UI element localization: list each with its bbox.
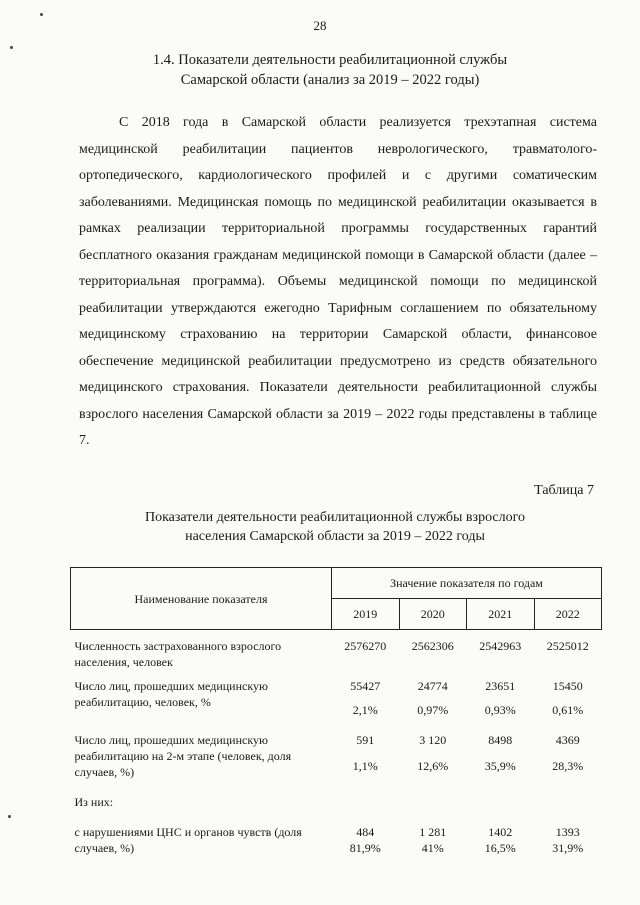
cell-percent: 0,97%	[417, 703, 449, 717]
body-text	[79, 110, 597, 455]
cell-percent: 35,9%	[484, 759, 516, 774]
header-year-2021: 2021	[467, 599, 535, 630]
cell-percent: 31,9%	[552, 841, 584, 855]
table-row	[71, 718, 602, 758]
cell-value: 23651	[485, 679, 516, 693]
cell-value: 2525012	[546, 639, 589, 653]
cell-value: 55427	[350, 679, 381, 693]
row-label: Число лиц, прошедших медицинскую реабилитацию, человек, %	[74, 679, 268, 709]
cell-percent: 28,3%	[552, 759, 584, 774]
cell-percent: 1,1%	[352, 759, 378, 774]
cell-value: 591	[356, 733, 375, 747]
section-title-line-1: 1.4. Показатели деятельности реабилитационной службы	[152, 52, 508, 68]
header-year-2019: 2019	[332, 599, 400, 630]
scan-speck	[40, 13, 43, 16]
table-title-line-2: населения Самарской области за 2019 – 2022 годы	[185, 529, 485, 544]
scan-speck	[8, 815, 11, 818]
table-label: Таблица 7	[534, 483, 594, 498]
table-row	[71, 630, 602, 671]
cell-value: 8498	[488, 733, 513, 747]
cell-value: 2562306	[411, 639, 454, 653]
row-label: Число лиц, прошедших медицинскую реабилитацию на 2-м этапе (человек, доля случаев, %)	[74, 733, 292, 779]
cell-value: 1402	[488, 825, 513, 839]
section-title	[90, 50, 570, 90]
cell-value: 24774	[417, 679, 448, 693]
cell-percent: 0,93%	[484, 703, 516, 717]
cell-percent: 81,9%	[349, 841, 381, 855]
row-label: с нарушениями ЦНС и органов чувств (доля случаев, %)	[74, 825, 302, 855]
table-row	[71, 780, 602, 810]
header-values-by-year: Значение показателя по годам	[332, 568, 602, 599]
cell-value: 1 281	[419, 825, 447, 839]
table-row	[71, 670, 602, 694]
section-title-line-2: Самарской области (анализ за 2019 – 2022 годы)	[180, 72, 480, 88]
header-indicator-name: Наименование показателя	[71, 568, 332, 630]
table-title	[100, 508, 570, 546]
cell-percent: 12,6%	[417, 759, 449, 774]
table-title-line-1: Показатели деятельности реабилитационной службы взрослого	[144, 510, 526, 525]
header-year-2020: 2020	[399, 599, 467, 630]
cell-percent: 2,1%	[352, 703, 378, 717]
scan-speck	[10, 46, 13, 49]
cell-percent: 16,5%	[484, 841, 516, 855]
cell-value: 2542963	[479, 639, 522, 653]
cell-value: 15450	[552, 679, 583, 693]
cell-percent: 41%	[421, 841, 444, 855]
header-year-2022: 2022	[534, 599, 602, 630]
row-label: Численность застрахованного взрослого населения, человек	[74, 639, 282, 669]
cell-value: 4369	[555, 733, 580, 747]
cell-percent: 0,61%	[552, 703, 584, 717]
paragraph: С 2018 года в Самарской области реализуется трехэтапная система медицинской реабилитации пациентов неврологического, травматолого-ортопедического, кардиологического профилей и с другими соматическим заболеваниями. Медицинская помощь по медицинской реабилитации оказывается в рамках реализации территориальной программы государственных гарантий бесплатного оказания гражданам медицинской помощи в Самарской области (далее – территориальная программа). Объемы медицинской помощи по медицинской реабилитации утверждаются ежегодно Тарифным соглашением по обязательному медицинскому страхованию на территории Самарской области, финансовое обеспечение медицинской реабилитации предусмотрено из средств обязательного медицинского страхования. Показатели деятельности реабилитационной службы взрослого населения Самарской области за 2019 – 2022 годы представлены в таблице 7.	[79, 115, 597, 448]
cell-value: 1393	[555, 825, 580, 839]
row-label: Из них:	[74, 795, 114, 809]
table-row	[71, 810, 602, 840]
cell-value: 2576270	[344, 639, 387, 653]
cell-value: 484	[356, 825, 375, 839]
indicators-table	[70, 567, 602, 856]
cell-value: 3 120	[419, 733, 447, 747]
page-number: 28	[313, 18, 327, 33]
